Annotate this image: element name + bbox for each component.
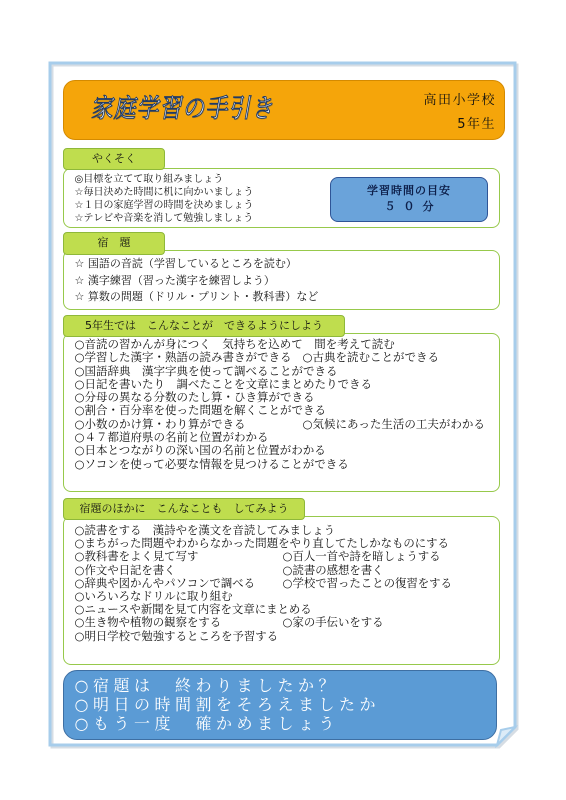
promise-line: ☆テレビや音楽を消して勉強しましょう: [74, 213, 254, 224]
goal-text-right: ○気候にあった生活の工夫がわかる: [302, 416, 485, 431]
header-banner: [63, 80, 505, 140]
goal-item: [75, 365, 500, 378]
homework-line: ☆ 算数の問題（ドリル・プリント・教科書）など: [74, 290, 319, 303]
homework-line: ☆ 漢字練習（習った漢字を練習しよう）: [74, 273, 275, 287]
extra-text-right: ○学校で習ったことの復習をする: [282, 575, 452, 590]
goal-text: ○音読の習かんが身につく 気持ちを込めて 間を考えて読む: [74, 337, 395, 351]
goal-item: [75, 378, 500, 391]
goal-item: [75, 444, 500, 457]
goal-text-right: ○古典を読むことができる: [302, 350, 440, 365]
school-name: 高田小学校: [423, 93, 496, 108]
extra-text-right: ○百人一首や詩を暗しょうする: [282, 549, 441, 564]
goal-text: ○分母の異なる分数のたし算・ひき算ができる: [74, 390, 315, 405]
extra-text: ○作文や日記を書く: [74, 562, 176, 577]
extra-text: ○まちがった問題やわからなかった問題をやり直してたしかなものにする: [74, 536, 449, 551]
goal-text: ○学習した漢字・熟語の読み書きができる: [74, 350, 292, 365]
check-line: ○明日の時間割をそろえましたか: [74, 695, 380, 714]
homework-box: [63, 250, 500, 310]
time-guide-label: 学習時間の目安: [367, 184, 451, 197]
goal-text: ○国語辞典 漢字字典を使って調べることができる: [74, 363, 338, 378]
extra-text: ○辞典や図かんやパソコンで調べる: [74, 575, 256, 590]
time-guide-box: [330, 177, 488, 222]
goal-text: ○４７都道府県の名前と位置がわかる: [74, 430, 269, 445]
extra-box: [63, 516, 500, 665]
page-title: 家庭学習の手引き: [89, 94, 279, 124]
extra-text: ○ニュースや新聞を見て内容を文章にまとめる: [74, 602, 312, 617]
goal-text: ○日本とつながりの深い国の名前と位置がわかる: [74, 443, 326, 458]
extra-text: ○生き物や植物の観察をする: [74, 615, 222, 630]
check-box: [63, 670, 497, 740]
goal-text: ○割合・百分率を使った問題を解くことができる: [74, 403, 327, 418]
extra-text-right: ○家の手伝いをする: [282, 615, 384, 630]
fold-corner: [497, 727, 515, 745]
promise-tab: やくそく: [63, 148, 165, 170]
goal-item: [75, 418, 500, 431]
extra-text-right: ○読書の感想を書く: [282, 562, 384, 577]
grade-label: 5年生: [457, 117, 496, 132]
extra-item: [75, 630, 500, 643]
extra-text: ○読書をする 漢詩やを漢文を音読してみましょう: [74, 523, 336, 537]
goal-text: ○ソコンを使って必要な情報を見つけることができる: [74, 456, 349, 471]
goal-text: ○小数のかけ算・わり算ができる: [74, 416, 246, 431]
goal-item: [75, 391, 500, 404]
goal-text: ○日記を書いたり 調べたことを文章にまとめたりできる: [74, 376, 373, 391]
goal-item: [75, 351, 500, 364]
goals-tab: 5年生では こんなことが できるようにしよう: [63, 315, 345, 337]
promise-line: ☆毎日決めた時間に机に向かいましょう: [74, 187, 254, 198]
time-guide-value: ５０分: [384, 200, 442, 213]
extra-tab: 宿題のほかに こんなことも してみよう: [63, 498, 305, 520]
check-line: ○もう一度 確かめましょう: [74, 714, 339, 733]
goal-item: [75, 431, 500, 444]
goal-item: [75, 458, 500, 471]
extra-text: ○明日学校で勉強するところを予習する: [74, 628, 279, 643]
extra-text: ○教科書をよく見て写す: [74, 549, 199, 564]
promise-line: ◎目標を立てて取り組みましょう: [74, 174, 224, 185]
homework-line: ☆ 国語の音読（学習しているところを読む）: [74, 257, 297, 270]
goals-box: [63, 333, 500, 492]
promise-line: ☆１日の家庭学習の時間を決めましょう: [74, 200, 254, 211]
school-info: [423, 89, 496, 137]
homework-tab: 宿 題: [63, 232, 165, 255]
goal-item: [75, 338, 500, 351]
goal-item: [75, 404, 500, 417]
extra-text: ○いろいろなドリルに取り組む: [74, 589, 233, 604]
check-line: ○宿題は 終わりましたか？: [74, 676, 339, 695]
